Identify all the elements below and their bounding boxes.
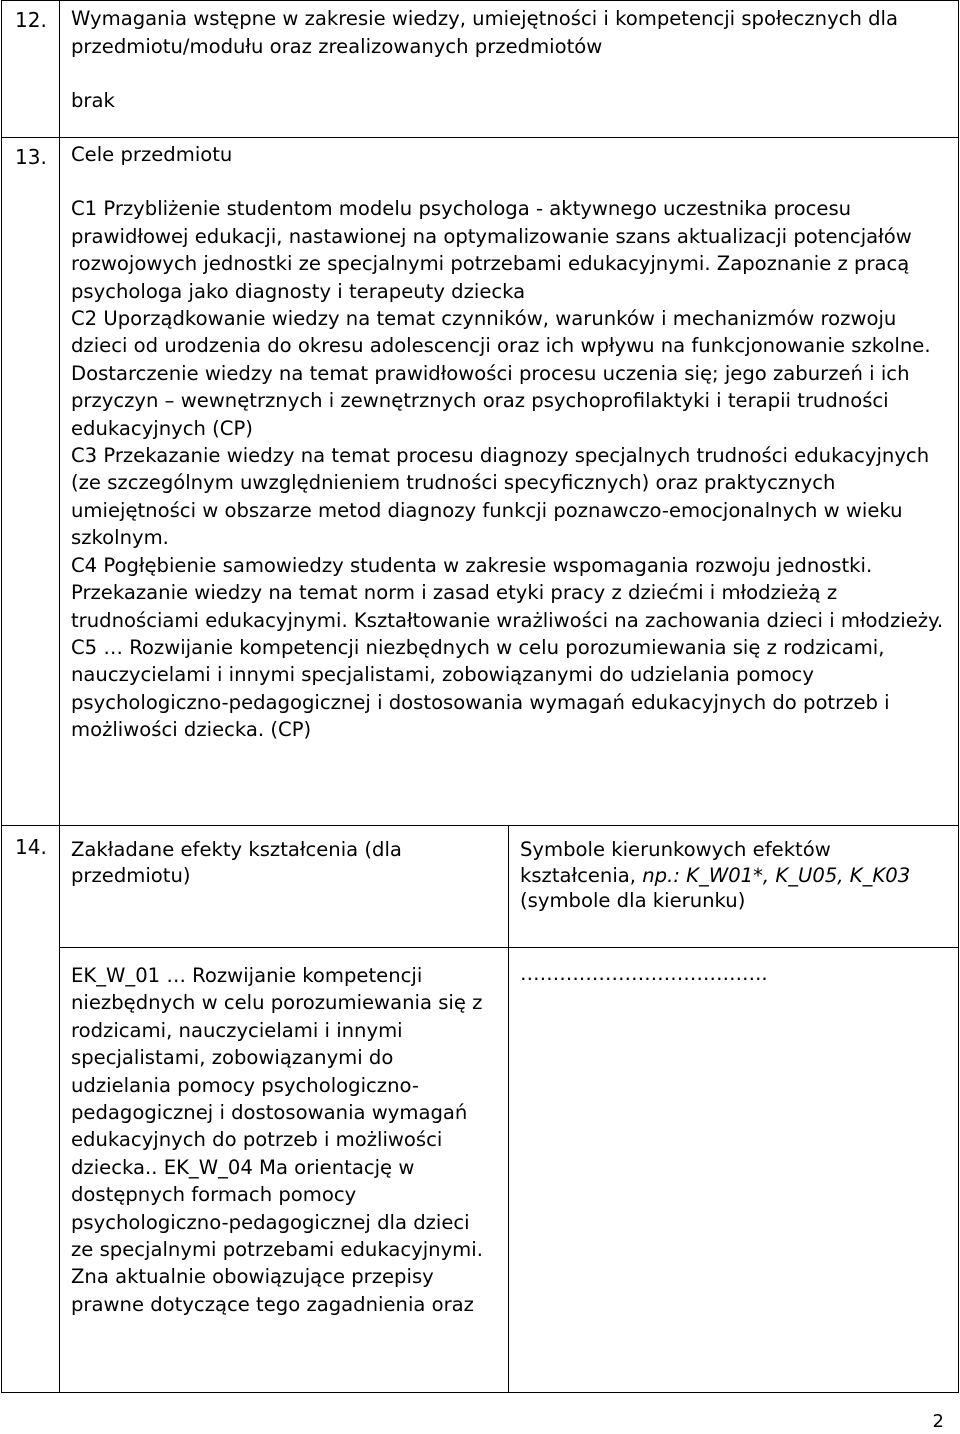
symbols-header-tail: (symbole dla kierunku) bbox=[520, 889, 746, 912]
row-number: 14. bbox=[2, 826, 60, 1393]
section-value: brak bbox=[71, 89, 115, 112]
symbols-cell bbox=[509, 948, 959, 1393]
section-heading: Wymagania wstępne w zakresie wiedzy, umiejętności i kompetencji społecznych dla przedmiotu/modułu oraz zrealizowanych przedmiotów bbox=[71, 7, 898, 58]
goal-c2: C2 Uporządkowanie wiedzy na temat czynników, warunków i mechanizmów rozwoju dzieci od urodzenia do okresu adolescencji oraz ich wpływu na funkcjonowanie szkolne. Dostarczenie wiedzy na temat prawidłowości procesu uczenia się; jego zaburzeń i ich przyczyn – wewnętrznych i zewnętrznych oraz psychoprofilaktyki i terapii trudności edukacyjnych (CP) bbox=[71, 307, 931, 440]
symbols-column-header bbox=[509, 826, 959, 948]
effects-header-text: Zakładane efekty kształcenia (dla przedmiotu) bbox=[71, 838, 402, 887]
row-13 bbox=[2, 138, 959, 826]
row-12-content bbox=[60, 1, 959, 138]
row-13-content bbox=[60, 138, 959, 826]
goal-c1: C1 Przybliżenie studentom modelu psychologa - aktywnego uczestnika procesu prawidłowej edukacji, nastawionej na optymalizowanie szans aktualizacji potencjałów rozwojowych jednostki ze specjalnymi potrzebami edukacyjnymi. Zapoznanie z pracą psychologa jako diagnosty i terapeuty dziecka bbox=[71, 197, 912, 303]
row-14-header bbox=[2, 826, 959, 948]
symbols-value: ……………………………….. bbox=[520, 962, 768, 985]
section-heading: Cele przedmiotu bbox=[71, 143, 233, 166]
goal-c4: C4 Pogłębienie samowiedzy studenta w zakresie wspomagania rozwoju jednostki. Przekazanie wiedzy na temat norm i zasad etyki pracy z dziećmi i młodzieżą z trudnościami edukacyjnymi. Kształtowanie wrażliwości na zachowania dzieci i młodzieży. bbox=[71, 553, 944, 632]
symbols-header-example: np.: K_W01*, K_U05, K_K03 bbox=[642, 863, 911, 887]
goal-c5: C5 … Rozwijanie kompetencji niezbędnych w celu porozumiewania się z rodzicami, nauczycielami i innymi specjalistami, zobowiązanymi do udzielania pomocy psychologiczno-pedagogicznej i dostosowania wymagań edukacyjnych do potrzeb i możliwości dziecka. (CP) bbox=[71, 635, 890, 742]
effects-cell bbox=[60, 948, 509, 1393]
row-12 bbox=[2, 1, 959, 138]
row-number: 13. bbox=[2, 138, 60, 826]
row-number: 12. bbox=[2, 1, 60, 138]
symbols-header-plain: Symbole kierunkowych efektów kształcenia, bbox=[520, 838, 831, 887]
goal-c3: C3 Przekazanie wiedzy na temat procesu diagnozy specjalnych trudności edukacyjnych (ze szczególnym uwzględnieniem trudności specyficznych) oraz praktycznych umiejętności w obszarze metod diagnozy funkcji poznawczo-emocjonalnych w wieku szkolnym. bbox=[71, 444, 930, 550]
effects-text: EK_W_01 … Rozwijanie kompetencji niezbędnych w celu porozumiewania się z rodzicami, nauczycielami i innymi specjalistami, zobowiązanymi do udzielania pomocy psychologiczno-pedagogicznej i dostosowania wymagań edukacyjnych do potrzeb i możliwości dziecka.. EK_W_04 Ma orientację w dostępnych formach pomocy psychologiczno-pedagogicznej dla dzieci ze specjalnymi potrzebami edukacyjnymi. Zna aktualnie obowiązujące przepisy prawne dotyczące tego zagadnienia oraz bbox=[71, 964, 483, 1316]
syllabus-table bbox=[1, 0, 959, 1393]
row-14-content bbox=[2, 948, 959, 1393]
effects-column-header bbox=[60, 826, 509, 948]
symbols-header-text bbox=[520, 837, 952, 914]
page-number: 2 bbox=[932, 1411, 944, 1432]
